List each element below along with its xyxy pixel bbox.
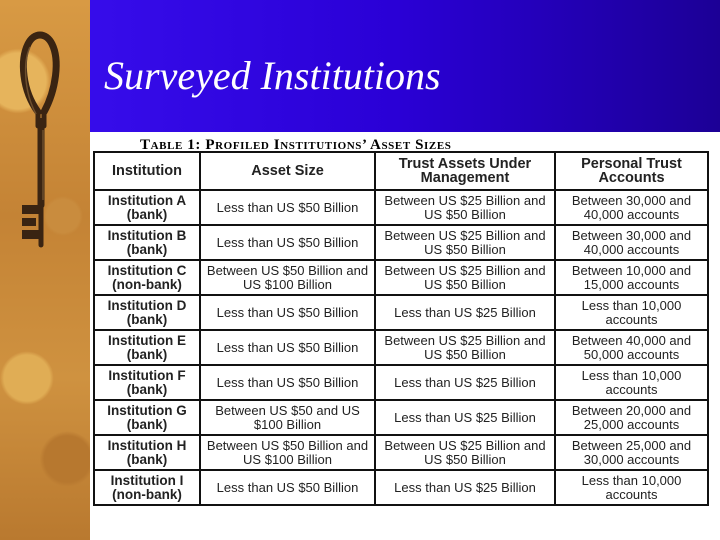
institution-cell: Institution I (non-bank) bbox=[94, 470, 200, 505]
table-row bbox=[94, 435, 708, 470]
institution-cell: Institution B (bank) bbox=[94, 225, 200, 260]
profile-table bbox=[93, 151, 709, 506]
institution-cell: Institution F (bank) bbox=[94, 365, 200, 400]
table-row bbox=[94, 470, 708, 505]
table-row bbox=[94, 295, 708, 330]
trust-assets-cell: Less than US $25 Billion bbox=[375, 400, 555, 435]
accounts-cell: Less than 10,000 accounts bbox=[555, 365, 708, 400]
table-row bbox=[94, 400, 708, 435]
institution-cell: Institution C (non-bank) bbox=[94, 260, 200, 295]
accounts-cell: Between 25,000 and 30,000 accounts bbox=[555, 435, 708, 470]
trust-assets-cell: Less than US $25 Billion bbox=[375, 295, 555, 330]
asset-size-cell: Less than US $50 Billion bbox=[200, 365, 375, 400]
table-row bbox=[94, 330, 708, 365]
accounts-cell: Between 30,000 and 40,000 accounts bbox=[555, 225, 708, 260]
asset-size-cell: Less than US $50 Billion bbox=[200, 330, 375, 365]
accounts-cell: Between 30,000 and 40,000 accounts bbox=[555, 190, 708, 225]
asset-size-cell: Less than US $50 Billion bbox=[200, 225, 375, 260]
table-row bbox=[94, 365, 708, 400]
trust-assets-cell: Between US $25 Billion and US $50 Billion bbox=[375, 225, 555, 260]
accounts-cell: Less than 10,000 accounts bbox=[555, 295, 708, 330]
trust-assets-cell: Between US $25 Billion and US $50 Billion bbox=[375, 190, 555, 225]
table-row bbox=[94, 225, 708, 260]
asset-size-cell: Between US $50 and US $100 Billion bbox=[200, 400, 375, 435]
institution-cell: Institution G (bank) bbox=[94, 400, 200, 435]
asset-size-cell: Less than US $50 Billion bbox=[200, 470, 375, 505]
trust-assets-cell: Less than US $25 Billion bbox=[375, 365, 555, 400]
trust-assets-cell: Between US $25 Billion and US $50 Billion bbox=[375, 260, 555, 295]
header-trust-assets: Trust Assets Under Management bbox=[375, 152, 555, 190]
table-caption: Table 1: Profiled Institutions’ Asset Sizes bbox=[140, 137, 452, 153]
institution-cell: Institution A (bank) bbox=[94, 190, 200, 225]
accounts-cell: Between 40,000 and 50,000 accounts bbox=[555, 330, 708, 365]
header-asset-size: Asset Size bbox=[200, 152, 375, 190]
accounts-cell: Between 20,000 and 25,000 accounts bbox=[555, 400, 708, 435]
institution-cell: Institution E (bank) bbox=[94, 330, 200, 365]
asset-size-cell: Between US $50 Billion and US $100 Billion bbox=[200, 435, 375, 470]
header-personal-trust-accounts: Personal Trust Accounts bbox=[555, 152, 708, 190]
key-icon bbox=[0, 0, 90, 540]
trust-assets-cell: Between US $25 Billion and US $50 Billion bbox=[375, 330, 555, 365]
slide-title: Surveyed Institutions bbox=[104, 53, 441, 98]
institution-cell: Institution H (bank) bbox=[94, 435, 200, 470]
accounts-cell: Between 10,000 and 15,000 accounts bbox=[555, 260, 708, 295]
trust-assets-cell: Between US $25 Billion and US $50 Billion bbox=[375, 435, 555, 470]
header-institution: Institution bbox=[94, 152, 200, 190]
asset-size-cell: Less than US $50 Billion bbox=[200, 190, 375, 225]
asset-size-cell: Less than US $50 Billion bbox=[200, 295, 375, 330]
accounts-cell: Less than 10,000 accounts bbox=[555, 470, 708, 505]
table-row bbox=[94, 260, 708, 295]
table-row bbox=[94, 190, 708, 225]
trust-assets-cell: Less than US $25 Billion bbox=[375, 470, 555, 505]
institution-cell: Institution D (bank) bbox=[94, 295, 200, 330]
asset-size-cell: Between US $50 Billion and US $100 Billion bbox=[200, 260, 375, 295]
table-header-row bbox=[94, 152, 708, 190]
